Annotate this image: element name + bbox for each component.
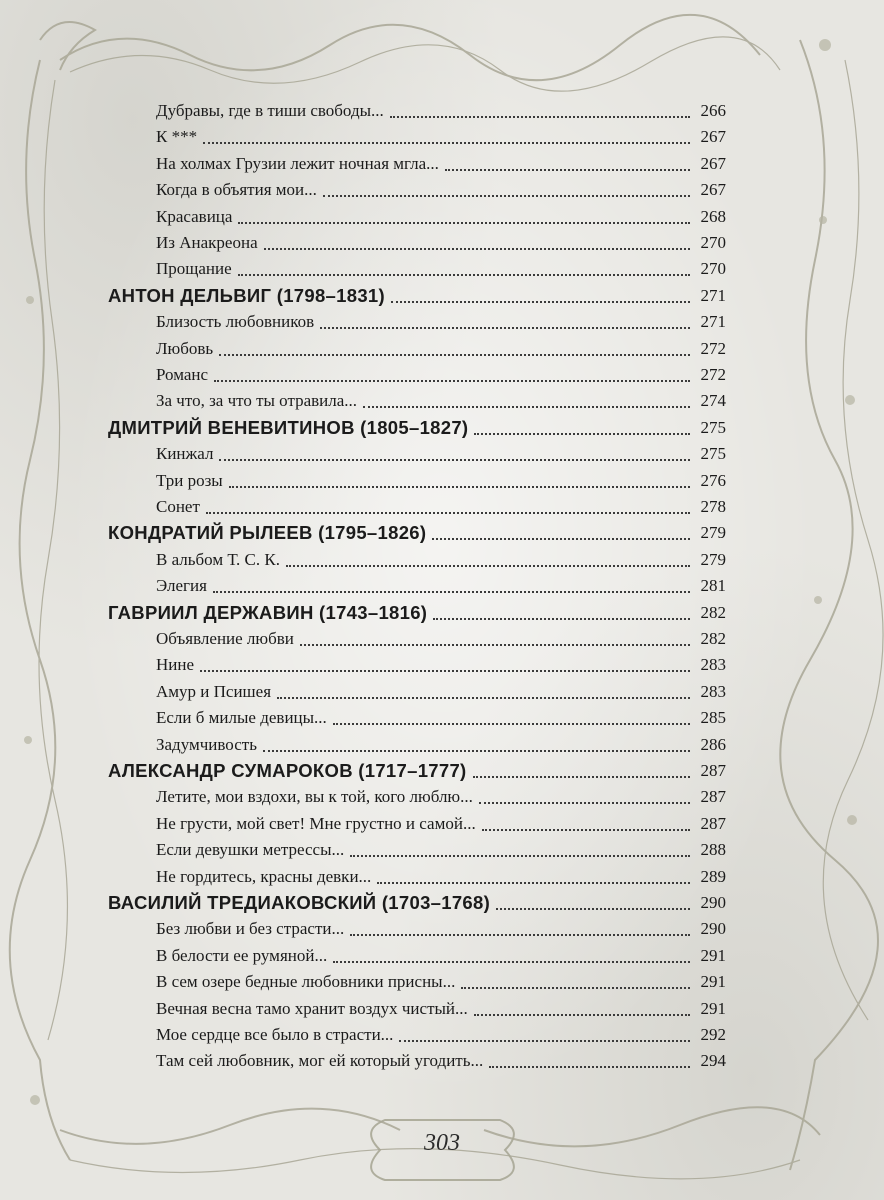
- toc-entry-row: [108, 468, 726, 494]
- page-ref: 281: [700, 576, 726, 596]
- page-ref: 285: [700, 708, 726, 728]
- toc-entry-row: [108, 441, 726, 467]
- poem-title: К ***: [156, 127, 198, 147]
- poem-title: В белости ее румяной...: [156, 945, 328, 965]
- page-ref: 267: [700, 153, 726, 173]
- page-ref: 289: [700, 866, 726, 886]
- toc-author-row: [108, 890, 726, 916]
- page-ref: 267: [700, 127, 726, 147]
- poem-title: Летите, мои вздохи, вы к той, кого люблю...: [156, 787, 473, 807]
- toc-entry-row: [108, 256, 726, 282]
- poem-title: Близость любовников: [156, 312, 315, 332]
- poem-title: Без любви и без страсти...: [156, 919, 345, 939]
- poem-title: Там сей любовник, мог ей который угодить...: [156, 1051, 484, 1071]
- toc-entry-row: [108, 124, 726, 150]
- page-ref: 282: [700, 629, 726, 648]
- dot-leader: [350, 934, 690, 936]
- author-heading: ДМИТРИЙ ВЕНЕВИТИНОВ (1805–1827): [108, 416, 469, 438]
- dot-leader: [203, 142, 690, 144]
- toc-author-row: [108, 758, 726, 784]
- page-ref: 278: [700, 497, 726, 516]
- dot-leader: [238, 222, 690, 224]
- dot-leader: [433, 618, 690, 620]
- dot-leader: [213, 591, 690, 593]
- page-ref: 276: [700, 470, 726, 490]
- page-ref: 291: [700, 945, 726, 965]
- dot-leader: [391, 301, 690, 303]
- toc-author-row: [108, 520, 726, 546]
- poem-title: Не грусти, мой свет! Мне грустно и самой...: [156, 813, 476, 833]
- toc-entry-row: [108, 837, 726, 863]
- dot-leader: [323, 195, 690, 197]
- poem-title: Если б милые девицы...: [156, 708, 327, 728]
- poem-title: Из Анакреона: [156, 233, 258, 252]
- dot-leader: [474, 1014, 690, 1016]
- dot-leader: [214, 380, 690, 382]
- poem-title: Сонет: [156, 497, 200, 516]
- poem-title: Задумчивость: [156, 734, 257, 754]
- poem-title: Три розы: [156, 470, 223, 490]
- dot-leader: [377, 882, 690, 884]
- page-ref: 270: [700, 259, 726, 279]
- toc-entry-row: [108, 98, 726, 124]
- page-ref: 290: [700, 893, 726, 912]
- poem-title: Не гордитесь, красны девки...: [156, 866, 372, 886]
- dot-leader: [219, 354, 690, 356]
- poem-title: На холмах Грузии лежит ночная мгла...: [156, 153, 439, 173]
- toc-entry-row: [108, 336, 726, 362]
- toc-entry-row: [108, 177, 726, 203]
- toc-entry-row: [108, 652, 726, 678]
- page-ref: 279: [700, 523, 726, 543]
- author-heading: ВАСИЛИЙ ТРЕДИАКОВСКИЙ (1703–1768): [108, 892, 491, 913]
- dot-leader: [473, 776, 690, 778]
- toc-entry-row: [108, 969, 726, 995]
- dot-leader: [333, 723, 690, 725]
- dot-leader: [461, 987, 690, 989]
- poem-title: За что, за что ты отравила...: [156, 391, 358, 411]
- poem-title: Нине: [156, 655, 195, 675]
- dot-leader: [320, 327, 690, 329]
- toc-entry-row: [108, 230, 726, 256]
- page-ref: 272: [700, 365, 726, 384]
- poem-title: Когда в объятия мои...: [156, 180, 317, 200]
- toc-entry-row: [108, 679, 726, 705]
- poem-title: В сем озере бедные любовники присны...: [156, 972, 456, 992]
- toc-entry-row: [108, 732, 726, 758]
- dot-leader: [200, 670, 690, 672]
- page-ref: 271: [700, 285, 726, 305]
- toc-entry-row: [108, 943, 726, 969]
- page-ref: 268: [700, 206, 726, 226]
- page-ref: 271: [700, 312, 726, 332]
- page-ref: 266: [700, 101, 726, 120]
- poem-title: Объявление любви: [156, 629, 294, 648]
- page-ref: 275: [700, 417, 726, 437]
- page-ref: 286: [700, 734, 726, 754]
- dot-leader: [482, 829, 690, 831]
- dot-leader: [333, 961, 690, 963]
- toc-entry-row: [108, 784, 726, 810]
- toc-entry-row: [108, 916, 726, 942]
- toc-entry-row: [108, 388, 726, 414]
- dot-leader: [264, 248, 690, 250]
- dot-leader: [489, 1066, 690, 1068]
- dot-leader: [496, 908, 690, 910]
- page-ref: 267: [700, 180, 726, 200]
- dot-leader: [286, 565, 690, 567]
- dot-leader: [263, 750, 690, 752]
- page-ref: 287: [700, 813, 726, 833]
- toc-author-row: [108, 283, 726, 309]
- page-number: 303: [424, 1130, 460, 1156]
- page-ref: 294: [700, 1051, 726, 1071]
- toc-entry-row: [108, 705, 726, 731]
- poem-title: Любовь: [156, 338, 214, 358]
- dot-leader: [474, 433, 690, 435]
- poem-title: Вечная весна тамо хранит воздух чистый...: [156, 998, 468, 1018]
- dot-leader: [350, 855, 690, 857]
- toc-entry-row: [108, 494, 726, 520]
- poem-title: Мое сердце все было в страсти...: [156, 1025, 394, 1044]
- toc-entry-row: [108, 1022, 726, 1048]
- page-ref: 283: [700, 655, 726, 675]
- author-heading: АЛЕКСАНДР СУМАРОКОВ (1717–1777): [108, 760, 467, 781]
- dot-leader: [399, 1040, 690, 1042]
- page-ref: 283: [700, 681, 726, 701]
- toc-entry-row: [108, 864, 726, 890]
- page-ref: 292: [700, 1025, 726, 1044]
- poem-title: Прощание: [156, 259, 232, 279]
- page-ref: 274: [700, 391, 726, 411]
- poem-title: Кинжал: [156, 444, 214, 464]
- toc-entry-row: [108, 151, 726, 177]
- dot-leader: [390, 116, 690, 118]
- author-heading: ГАВРИИЛ ДЕРЖАВИН (1743–1816): [108, 601, 428, 623]
- page-ref: 270: [700, 233, 726, 252]
- page-ref: 288: [700, 840, 726, 860]
- poem-title: Романс: [156, 365, 209, 384]
- poem-title: В альбом Т. С. К.: [156, 549, 280, 569]
- dot-leader: [277, 697, 690, 699]
- toc-entry-row: [108, 362, 726, 388]
- author-heading: КОНДРАТИЙ РЫЛЕЕВ (1795–1826): [108, 522, 427, 544]
- page-ref: 282: [700, 602, 726, 622]
- toc-entry-row: [108, 547, 726, 573]
- page-ref: 291: [700, 972, 726, 992]
- poem-title: Красавица: [156, 206, 233, 226]
- dot-leader: [479, 802, 690, 804]
- page-ref: 272: [700, 338, 726, 358]
- page-ref: 287: [700, 761, 726, 780]
- toc-author-row: [108, 415, 726, 441]
- page-ref: 287: [700, 787, 726, 807]
- toc-entry-row: [108, 1048, 726, 1074]
- poem-title: Амур и Псишея: [156, 681, 272, 701]
- dot-leader: [432, 538, 690, 540]
- toc-entry-row: [108, 626, 726, 652]
- page-ref: 279: [700, 549, 726, 569]
- dot-leader: [219, 459, 690, 461]
- dot-leader: [300, 644, 690, 646]
- toc-author-row: [108, 600, 726, 626]
- author-heading: АНТОН ДЕЛЬВИГ (1798–1831): [108, 284, 385, 306]
- dot-leader: [229, 486, 690, 488]
- dot-leader: [206, 512, 690, 514]
- toc-entry-row: [108, 204, 726, 230]
- page-ref: 290: [700, 919, 726, 939]
- poem-title: Дубравы, где в тиши свободы...: [156, 101, 384, 120]
- poem-title: Элегия: [156, 576, 207, 596]
- toc-entry-row: [108, 309, 726, 335]
- dot-leader: [238, 274, 690, 276]
- poem-title: Если девушки метрессы...: [156, 840, 345, 860]
- dot-leader: [363, 406, 690, 408]
- page-ref: 275: [700, 444, 726, 464]
- page-ref: 291: [700, 998, 726, 1018]
- toc-entry-row: [108, 996, 726, 1022]
- dot-leader: [445, 169, 690, 171]
- toc-entry-row: [108, 811, 726, 837]
- toc-entry-row: [108, 573, 726, 599]
